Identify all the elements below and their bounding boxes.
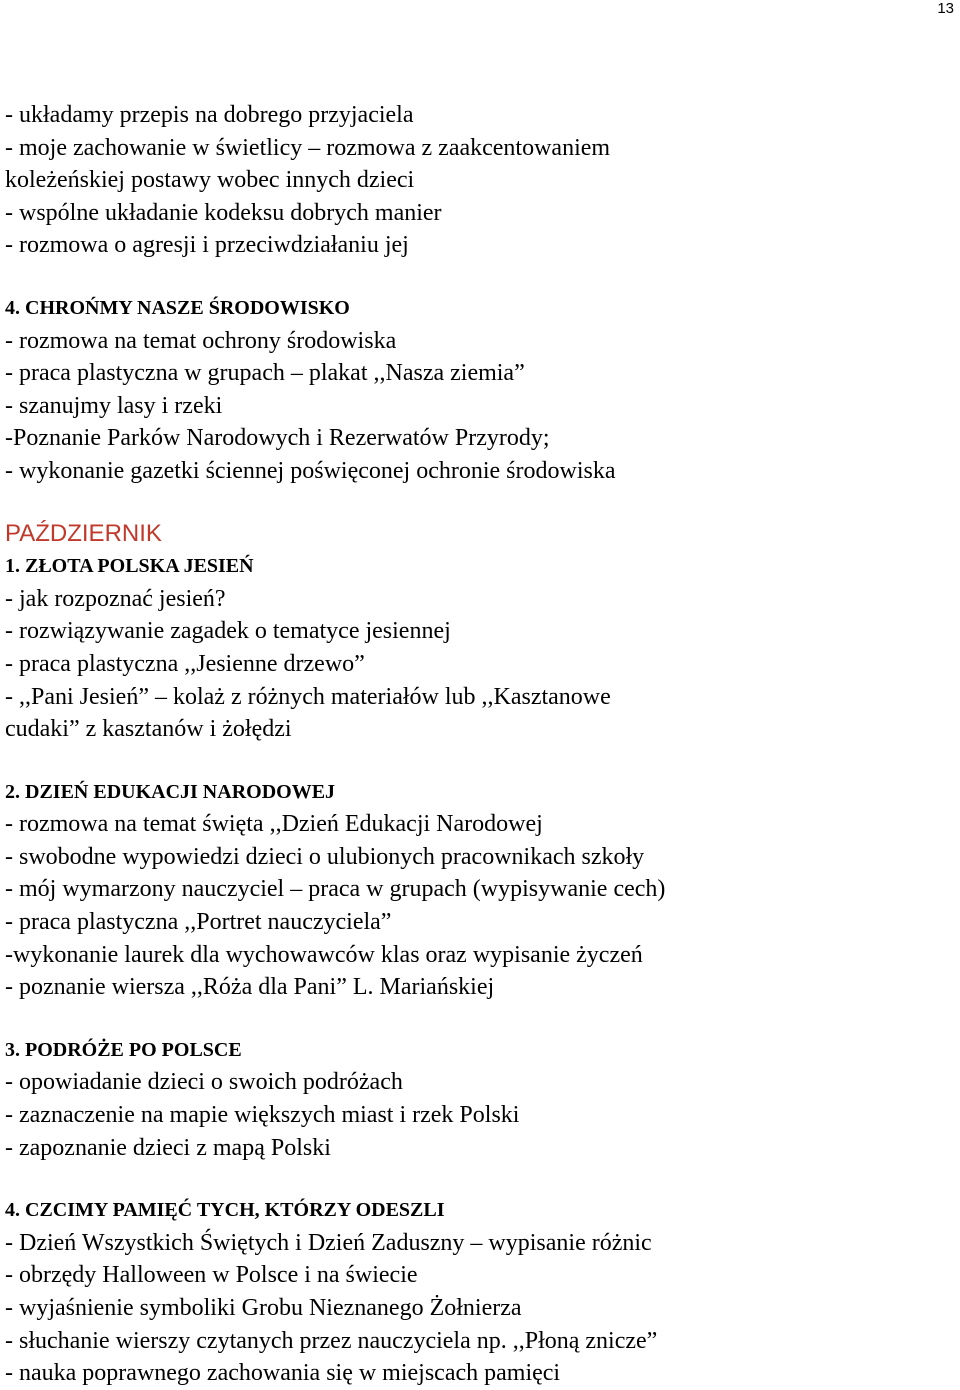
section-education: [5, 776, 955, 1004]
spacer: [5, 262, 955, 292]
list-item: - jak rozpoznać jesień?: [5, 585, 226, 612]
list-item: - opowiadanie dzieci o swoich podróżach: [5, 1069, 403, 1096]
list-item: - nauka poprawnego zachowania się w miejscach pamięci: [5, 1360, 561, 1387]
list-item: - praca plastyczna ,,Jesienne drzewo”: [5, 650, 365, 677]
spacer: [5, 1164, 955, 1194]
list-item: - praca plastyczna w grupach – plakat ,,Nasza ziemia”: [5, 360, 525, 387]
list-item: koleżeńskiej postawy wobec innych dzieci: [5, 167, 415, 194]
list-item: - zaznaczenie na mapie większych miast i rzek Polski: [5, 1102, 520, 1129]
list-item: - rozmowa o agresji i przeciwdziałaniu jej: [5, 232, 409, 259]
list-item: - Dzień Wszystkich Świętych i Dzień Zaduszny – wypisanie różnic: [5, 1229, 652, 1256]
list-item: - wyjaśnienie symboliki Grobu Nieznanego Żołnierza: [5, 1295, 522, 1321]
section-environment: [5, 292, 955, 488]
section-heading: 1. ZŁOTA POLSKA JESIEŃ: [5, 555, 254, 578]
list-item: - szanujmy lasy i rzeki: [5, 392, 223, 419]
list-item: - zapoznanie dzieci z mapą Polski: [5, 1134, 331, 1161]
list-item: -wykonanie laurek dla wychowawców klas oraz wypisanie życzeń: [5, 941, 643, 968]
list-item: - praca plastyczna ,,Portret nauczyciela”: [5, 909, 392, 936]
section-heading: 2. DZIEŃ EDUKACJI NARODOWEJ: [5, 780, 336, 803]
list-item: - rozwiązywanie zagadek o tematyce jesiennej: [5, 618, 451, 645]
list-item: - mój wymarzony nauczyciel – praca w grupach (wypisywanie cech): [5, 876, 666, 903]
list-item: -Poznanie Parków Narodowych i Rezerwatów Przyrody;: [5, 425, 550, 452]
month-heading: PAŹDZIERNIK: [5, 519, 162, 547]
spacer: [5, 1004, 955, 1034]
list-item: - ,,Pani Jesień” – kolaż z różnych materiałów lub ,,Kasztanowe: [5, 683, 611, 710]
section-heading: 4. CZCIMY PAMIĘĆ TYCH, KTÓRZY ODESZLI: [5, 1199, 445, 1222]
section-heading: 3. PODRÓŻE PO POLSCE: [5, 1038, 242, 1061]
section-autumn: [5, 550, 955, 746]
list-item: - obrzędy Halloween w Polsce i na świecie: [5, 1262, 418, 1289]
section-travel: [5, 1034, 955, 1164]
page-number: 13: [937, 0, 954, 17]
list-item: - wspólne układanie kodeksu dobrych manier: [5, 199, 442, 226]
document-body: [5, 99, 955, 1390]
list-item: - rozmowa na temat święta ,,Dzień Edukacji Narodowej: [5, 811, 543, 838]
intro-list: [5, 99, 955, 262]
spacer: [5, 746, 955, 776]
list-item: - układamy przepis na dobrego przyjaciela: [5, 102, 414, 128]
section-heading: 4. CHROŃMY NASZE ŚRODOWISKO: [5, 296, 350, 319]
list-item: - swobodne wypowiedzi dzieci o ulubionych pracownikach szkoły: [5, 843, 645, 870]
section-remembrance: [5, 1194, 955, 1390]
list-item: - poznanie wiersza ,,Róża dla Pani” L. Mariańskiej: [5, 974, 495, 1001]
list-item: - rozmowa na temat ochrony środowiska: [5, 327, 397, 354]
list-item: - wykonanie gazetki ściennej poświęconej ochronie środowiska: [5, 457, 616, 484]
list-item: - moje zachowanie w świetlicy – rozmowa z zaakcentowaniem: [5, 134, 611, 161]
list-item: - słuchanie wierszy czytanych przez nauczyciela np. ,,Płoną znicze”: [5, 1327, 658, 1354]
list-item: cudaki” z kasztanów i żołędzi: [5, 716, 292, 743]
spacer: [5, 488, 955, 518]
